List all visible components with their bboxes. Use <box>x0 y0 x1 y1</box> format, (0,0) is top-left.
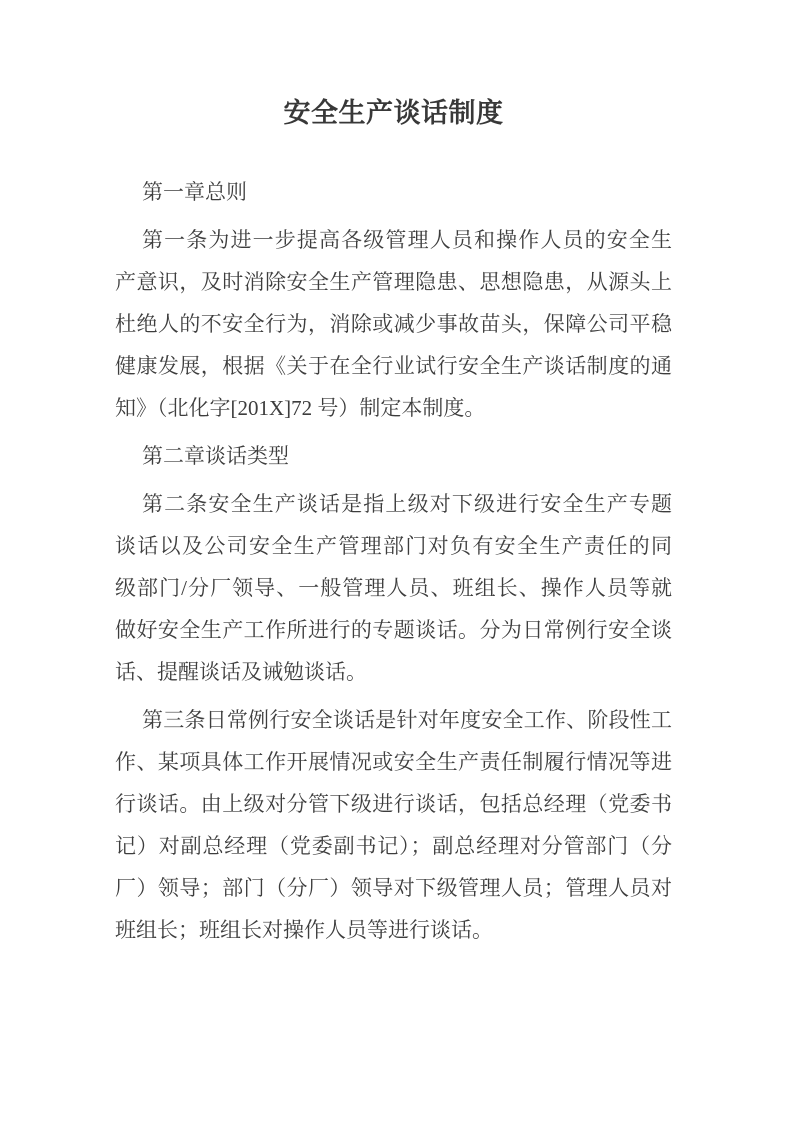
text-line: 知》（北化字[201X]72 号）制定本制度。 <box>115 396 486 420</box>
text-line: 话、提醒谈话及诫勉谈话。 <box>115 660 367 684</box>
chapter-2-heading: 第二章谈话类型 <box>142 444 289 468</box>
text-line: 做好安全生产工作所进行的专题谈话。分为日常例行安全谈 <box>115 618 672 642</box>
text-line: 杜绝人的不安全行为，消除或减少事故苗头，保障公司平稳 <box>115 312 672 336</box>
document-title: 安全生产谈话制度 <box>283 98 504 128</box>
text-line: 第三条日常例行安全谈话是针对年度安全工作、阶段性工 <box>142 708 672 732</box>
article-2-paragraph <box>115 483 672 693</box>
text-line: 谈话以及公司安全生产管理部门对负有安全生产责任的同 <box>115 534 672 558</box>
text-line: 产意识，及时消除安全生产管理隐患、思想隐患，从源头上 <box>115 270 672 294</box>
text-line: 记）对副总经理（党委副书记）；副总经理对分管部门（分 <box>115 834 672 858</box>
article-3-paragraph <box>115 699 672 951</box>
text-line: 作、某项具体工作开展情况或安全生产责任制履行情况等进 <box>115 750 672 774</box>
text-line: 厂）领导；部门（分厂）领导对下级管理人员；管理人员对 <box>115 876 672 900</box>
text-line: 班组长；班组长对操作人员等进行谈话。 <box>115 918 493 942</box>
text-line: 行谈话。由上级对分管下级进行谈话，包括总经理（党委书 <box>115 792 672 816</box>
chapter-1-heading: 第一章总则 <box>142 180 247 204</box>
text-line: 级部门/分厂领导、一般管理人员、班组长、操作人员等就 <box>115 576 672 600</box>
text-line: 第二条安全生产谈话是指上级对下级进行安全生产专题 <box>142 492 672 516</box>
text-line: 第一条为进一步提高各级管理人员和操作人员的安全生 <box>142 228 672 252</box>
text-line: 健康发展，根据《关于在全行业试行安全生产谈话制度的通 <box>115 354 672 378</box>
article-1-paragraph <box>115 219 672 429</box>
